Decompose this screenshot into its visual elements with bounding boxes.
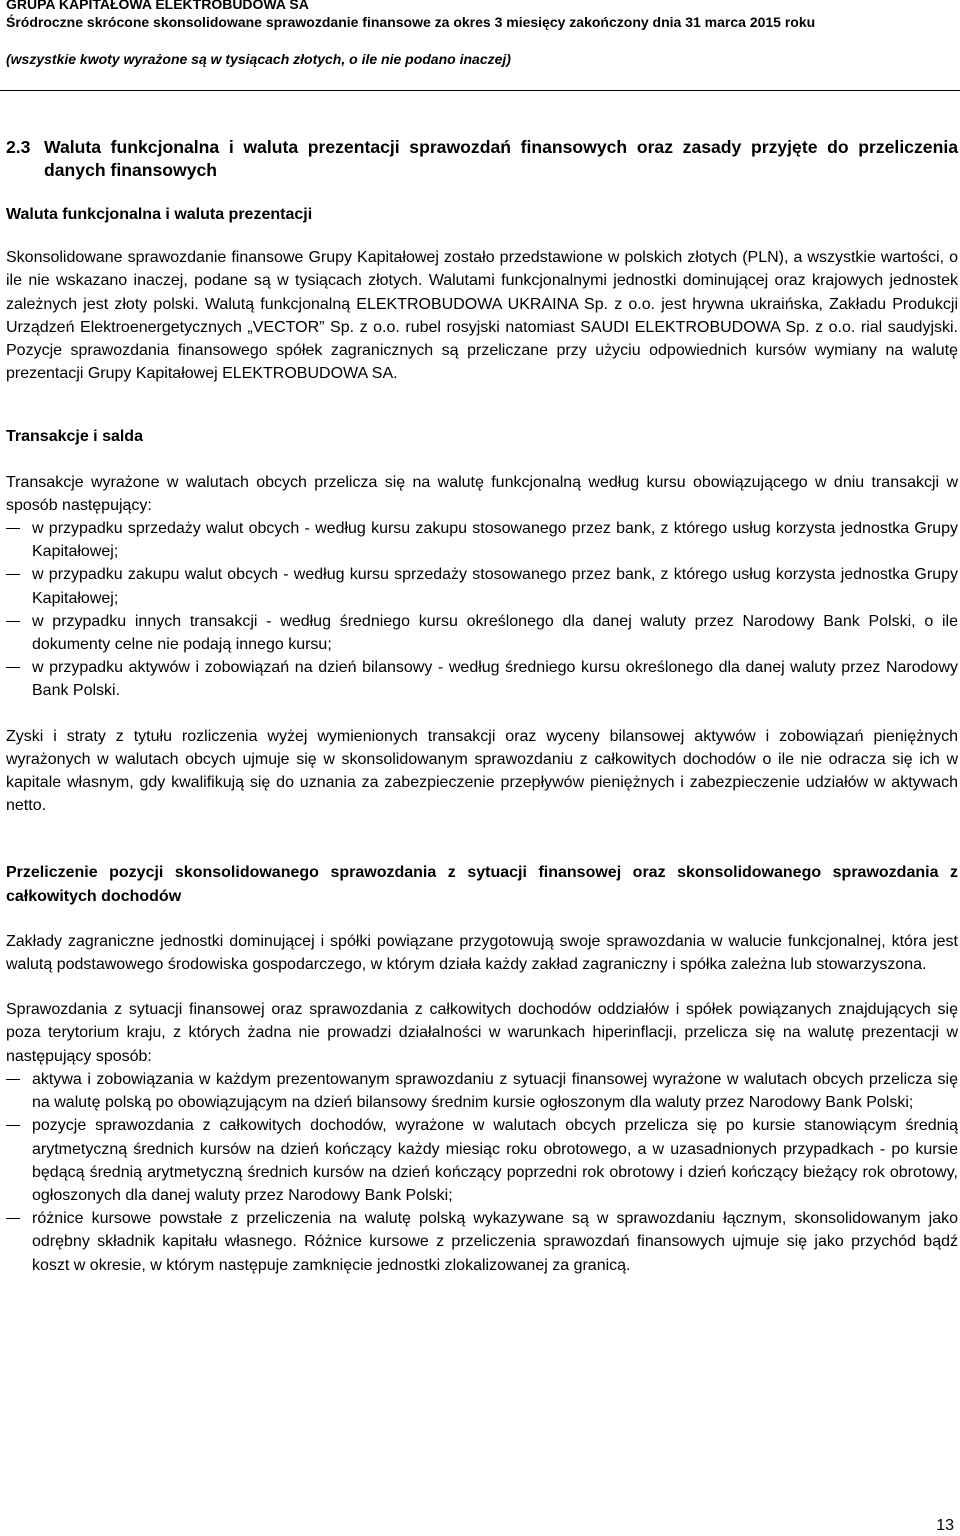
translation-list: [6, 1068, 958, 1277]
transactions-list: [6, 517, 958, 703]
header-amounts-note: (wszystkie kwoty wyrażone są w tysiącach złotych, o ile nie podano inaczej): [6, 51, 511, 67]
page-content: [6, 136, 958, 1277]
section-title: Waluta funkcjonalna i waluta prezentacji sprawozdań finansowych oraz zasady przyjęte do przeliczenia danych finansowych: [44, 137, 958, 180]
header-divider: [0, 90, 960, 91]
list-item: aktywa i zobowiązania w każdym prezentowanym sprawozdaniu z sytuacji finansowej wyrażone w walutach obcych przelicza się na walutę polską po obowiązującym na dzień bilansowy średnim kursie ogłoszonym dla waluty przez Narodowy Bank Polski;: [6, 1068, 958, 1114]
list-item: w przypadku aktywów i zobowiązań na dzień bilansowy - według średniego kursu określonego dla danej waluty przez Narodowy Bank Polski.: [6, 656, 958, 702]
list-item: pozycje sprawozdania z całkowitych dochodów, wyrażone w walutach obcych przelicza się po kursie stanowiącym średnią arytmetyczną średnich kursów na dzień kończący każdy miesiąc roku obrotowego, a w uzasadnionych przypadkach - po kursie będącą średnią arytmetyczną średnich kursów na dzień kończący poprzedni rok obrotowy i dzień kończący bieżący rok obrotowy, ogłoszonych dla danej waluty przez Narodowy Bank Polski;: [6, 1114, 958, 1207]
section-heading: [6, 136, 958, 182]
paragraph-translation-method: Sprawozdania z sytuacji finansowej oraz sprawozdania z całkowitych dochodów oddziałów i spółek powiązanych znajdujących się poza terytorium kraju, z których żadna nie prowadzi działalności w warunkach hiperinflacji, przelicza się na walutę prezentacji w następujący sposób:: [6, 1001, 958, 1065]
list-item: w przypadku innych transakcji - według średniego kursu określonego dla danej waluty przez Narodowy Bank Polski, o ile dokumenty celne nie podają innego kursu;: [6, 610, 958, 656]
section-number: 2.3: [6, 137, 31, 157]
header-company: GRUPA KAPITAŁOWA ELEKTROBUDOWA SA: [6, 0, 309, 12]
paragraph-functional-currency: Skonsolidowane sprawozdanie finansowe Grupy Kapitałowej zostało przedstawione w polskich złotych (PLN), a wszystkie wartości, o ile nie wskazano inaczej, podane są w tysiącach złotych. Walutami funkcjonalnymi jednostki dominującej oraz krajowych jednostek zależnych jest złoty polski. Walutą funkcjonalną ELEKTROBUDOWA UKRAINA Sp. z o.o. jest hrywna ukraińska, Zakładu Produkcji Urządzeń Elektroenergetycznych „VECTOR” Sp. z o.o. rubel rosyjski natomiast SAUDI ELEKTROBUDOWA Sp. z o.o. rial saudyjski. Pozycje sprawozdania finansowego spółek zagranicznych są przeliczane przy użyciu odpowiednich kursów wymiany na walutę prezentacji Grupy Kapitałowej ELEKTROBUDOWA SA.: [6, 249, 958, 383]
subheading-translation: Przeliczenie pozycji skonsolidowanego sprawozdania z sytuacji finansowej oraz skonsolidowanego sprawozdania z całkowitych dochodów: [6, 864, 958, 905]
subheading-functional-currency: Waluta funkcjonalna i waluta prezentacji: [6, 206, 313, 223]
header-report-title: Śródroczne skrócone skonsolidowane sprawozdanie finansowe za okres 3 miesięcy zakończony dnia 31 marca 2015 roku: [6, 14, 816, 30]
paragraph-gains-losses: Zyski i straty z tytułu rozliczenia wyżej wymienionych transakcji oraz wyceny bilansowej aktywów i zobowiązań pieniężnych wyrażonych w walutach obcych ujmuje się w skonsolidowanym sprawozdaniu z całkowitych dochodów o ile nie odracza się ich w kapitale własnym, gdy kwalifikują się do uznania za zabezpieczenie przepływów pieniężnych i zabezpieczenie udziałów w aktywach netto.: [6, 727, 958, 815]
paragraph-foreign-operations: Zakłady zagraniczne jednostki dominującej i spółki powiązane przygotowują swoje sprawozdania w walucie funkcjonalnej, która jest walutą podstawowego środowiska gospodarczego, w którym działa każdy zakład zagraniczny i spółka zależna lub stowarzyszona.: [6, 932, 958, 974]
list-item: różnice kursowe powstałe z przeliczenia na walutę polską wykazywane są w sprawozdaniu łącznym, skonsolidowanym jako odrębny składnik kapitału własnego. Różnice kursowe z przeliczenia sprawozdań finansowych ujmuje się jako przychód bądź koszt w okresie, w którym następuje zamknięcie jednostki zlokalizowanej za granicą.: [6, 1207, 958, 1277]
page-number: 13: [936, 1517, 954, 1534]
paragraph-transactions-intro: Transakcje wyrażone w walutach obcych przelicza się na walutę funkcjonalną według kursu obowiązującego w dniu transakcji w sposób następujący:: [6, 473, 958, 514]
list-item: w przypadku sprzedaży walut obcych - według kursu zakupu stosowanego przez bank, z którego usług korzysta jednostka Grupy Kapitałowej;: [6, 517, 958, 563]
subheading-transactions: Transakcje i salda: [6, 428, 143, 446]
list-item: w przypadku zakupu walut obcych - według kursu sprzedaży stosowanego przez bank, z którego usług korzysta jednostka Grupy Kapitałowej;: [6, 563, 958, 609]
